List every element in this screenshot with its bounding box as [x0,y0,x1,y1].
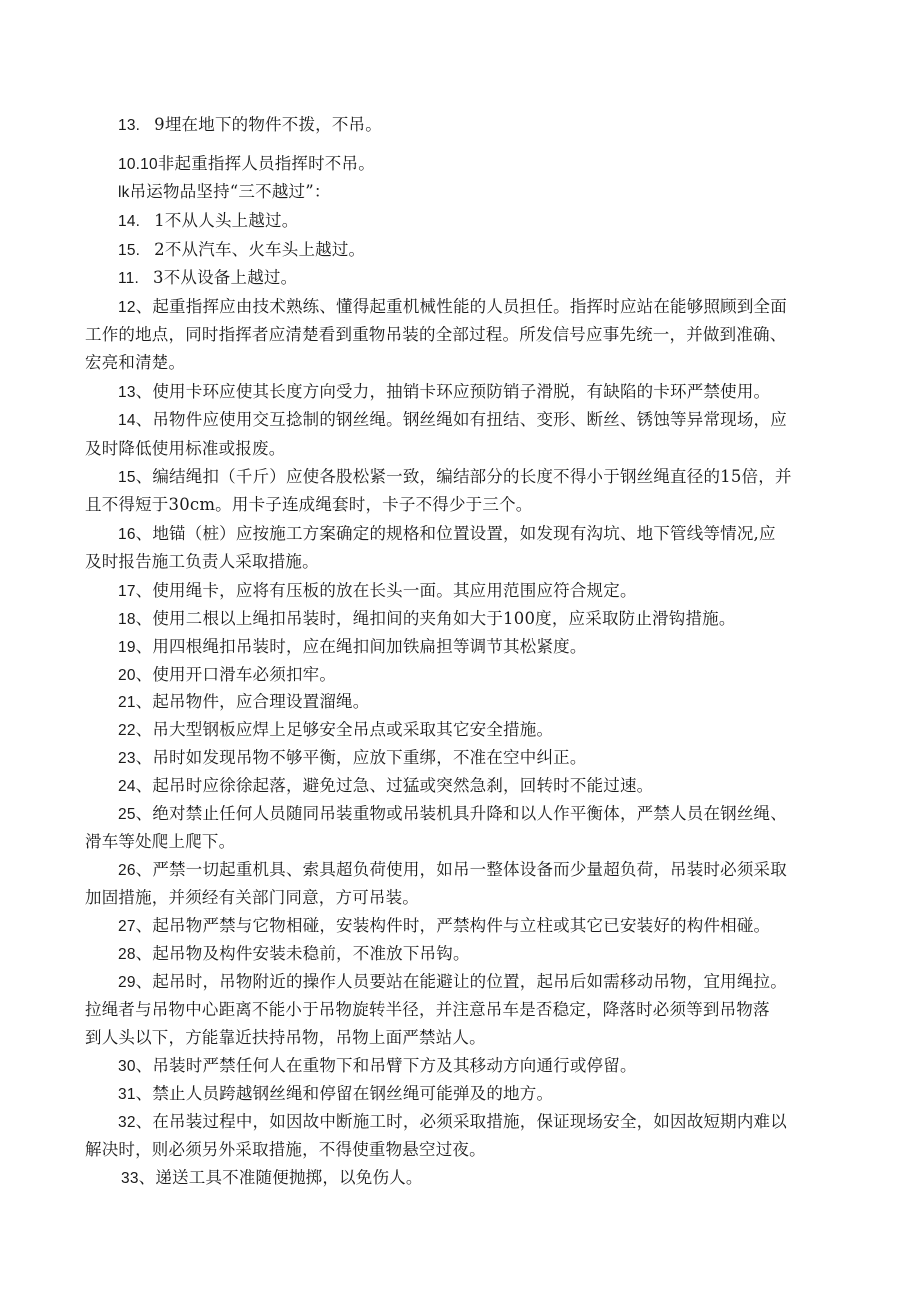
text-line-17: 17、使用绳卡，应将有压板的放在长头一面。其应用范围应符合规定。 [118,581,637,600]
text-line-31: 29、起吊时，吊物附近的操作人员要站在能避让的位置，起吊后如需移动吊物，宜用绳拉。 [118,972,787,991]
text-line-8: 工作的地点，同时指挥者应清楚看到重物吊装的全部过程。所发信号应事先统一，并做到准确、 [85,325,787,344]
text-line-9: 宏亮和清楚。 [85,353,186,372]
text-line-7: 12、起重指挥应由技术熟练、懂得起重机械性能的人员担任。指挥时应站在能够照顾到全面 [118,297,787,316]
text-line-20: 20、使用开口滑车必须扣牢。 [118,665,337,684]
text-line-5: 15. 2不从汽车、火车头上越过。 [118,240,366,259]
text-line-36: 32、在吊装过程中，如因故中断施工时，必须采取措施，保证现场安全，如因故短期内难以 [118,1112,787,1131]
text-line-38: 33、递送工具不准随便抛掷，以免伤人。 [121,1168,423,1187]
text-line-10: 13、使用卡环应使其长度方向受力，抽销卡环应预防销子滑脱，有缺陷的卡环严禁使用。 [118,382,771,401]
text-line-35: 31、禁止人员跨越钢丝绳和停留在钢丝绳可能弹及的地方。 [118,1084,554,1103]
text-line-14: 且不得短于30cm。用卡子连成绳套时，卡子不得少于三个。 [85,495,533,514]
text-line-1: 13. 9埋在地下的物件不拨，不吊。 [118,115,382,134]
text-line-27: 26、严禁一切起重机具、索具超负荷使用，如吊一整体设备而少量超负荷，吊装时必须采取 [118,860,787,879]
text-line-22: 22、吊大型钢板应焊上足够安全吊点或采取其它安全措施。 [118,720,554,739]
text-line-13: 15、编结绳扣（千斤）应使各股松紧一致，编结部分的长度不得小于钢丝绳直径的15倍，并 [118,467,792,486]
text-line-25: 25、绝对禁止任何人员随同吊装重物或吊装机具升降和以人作平衡体，严禁人员在钢丝绳、 [118,804,787,823]
text-line-26: 滑车等处爬上爬下。 [85,832,236,851]
text-line-29: 27、起吊物严禁与它物相碰，安装构件时，严禁构件与立柱或其它已安装好的构件相碰。 [118,916,771,935]
text-line-15: 16、地锚（桩）应按施工方案确定的规格和位置设置，如发现有沟坑、地下管线等情况,应 [118,524,776,543]
text-line-21: 21、起吊物件，应合理设置溜绳。 [118,692,370,711]
text-line-33: 到人头以下，方能靠近扶持吊物，吊物上面严禁站人。 [85,1028,486,1047]
text-line-32: 拉绳者与吊物中心距离不能小于吊物旋转半径，并注意吊车是否稳定，降落时必须等到吊物落 [85,1000,770,1019]
text-line-16: 及时报告施工负责人采取措施。 [85,552,319,571]
text-line-18: 18、使用二根以上绳扣吊装时，绳扣间的夹角如大于100度，应采取防止滑钩措施。 [118,609,736,628]
text-line-34: 30、吊装时严禁任何人在重物下和吊臂下方及其移动方向通行或停留。 [118,1056,637,1075]
text-line-3: lk吊运物品坚持“三不越过”： [118,182,331,201]
text-line-37: 解决时，则必须另外采取措施，不得使重物悬空过夜。 [85,1140,486,1159]
text-line-19: 19、用四根绳扣吊装时，应在绳扣间加铁扁担等调节其松紧度。 [118,637,587,656]
text-line-30: 28、起吊物及构件安装未稳前，不准放下吊钩。 [118,944,470,963]
text-line-23: 23、吊时如发现吊物不够平衡，应放下重绑，不准在空中纠正。 [118,748,587,767]
text-line-12: 及时降低使用标准或报废。 [85,439,286,458]
text-line-2: 10.10非起重指挥人员指挥时不吊。 [118,154,375,173]
text-line-28: 加固措施，并须经有关部门同意，方可吊装。 [85,888,419,907]
text-line-24: 24、起吊时应徐徐起落，避免过急、过猛或突然急刹，回转时不能过速。 [118,776,654,795]
text-line-11: 14、吊物件应使用交互捻制的钢丝绳。钢丝绳如有扭结、变形、断丝、锈蚀等异常现场，应 [118,410,787,429]
text-line-6: 11. 3不从设备上越过。 [118,268,298,287]
text-line-4: 14. 1不从人头上越过。 [118,211,299,230]
